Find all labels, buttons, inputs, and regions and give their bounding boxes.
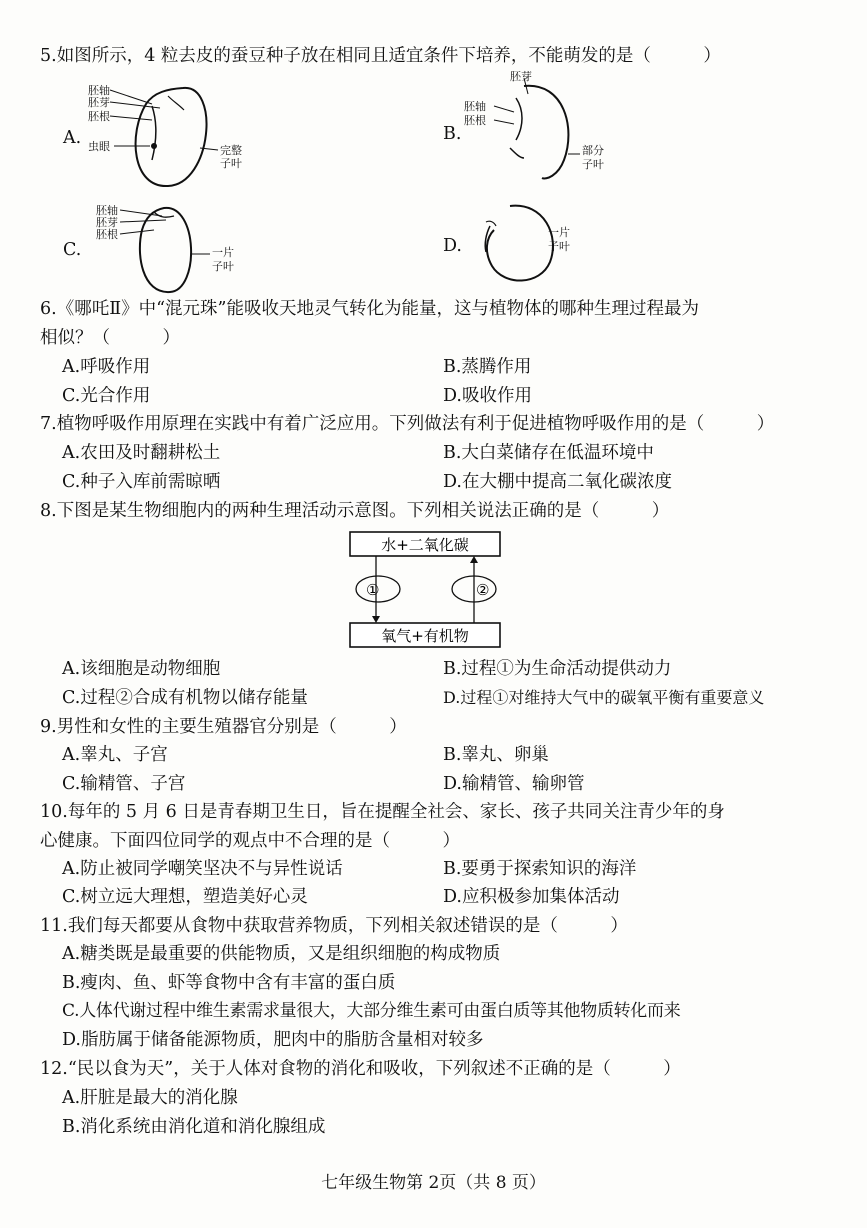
q10-option-a[interactable]: A.防止被同学嘲笑坚决不与异性说话 (62, 859, 343, 879)
q8-option-d[interactable]: D.过程①对维持大气中的碳氧平衡有重要意义 (443, 688, 765, 707)
page-footer: 七年级生物第 2页（共 8 页） (321, 1173, 546, 1193)
q5-seed-b-figure (464, 68, 644, 188)
q11-option-b[interactable]: B.瘦肉、鱼、虾等食物中含有丰富的蛋白质 (62, 973, 396, 993)
q9-option-b[interactable]: B.睾丸、卵巢 (443, 745, 549, 765)
q6-stem-line2: 相似？（ ） (40, 328, 180, 348)
q7-option-a[interactable]: A.农田及时翻耕松土 (62, 443, 221, 463)
label-cotyledon: 子叶 (582, 158, 604, 171)
q7-option-b[interactable]: B.大白菜储存在低温环境中 (443, 443, 654, 463)
label-radicle: 胚根 (96, 228, 118, 241)
q5-seed-a-figure (88, 74, 288, 194)
q5-stem: 5.如图所示，4 粒去皮的蚕豆种子放在相同且适宜条件下培养，不能萌发的是（ ） (40, 46, 721, 66)
q11-stem: 11.我们每天都要从食物中获取营养物质，下列相关叙述错误的是（ ） (40, 916, 628, 936)
q6-option-d[interactable]: D.吸收作用 (443, 386, 532, 406)
label-insect-hole: 虫眼 (88, 140, 110, 153)
q8-option-c[interactable]: C.过程②合成有机物以储存能量 (62, 688, 308, 708)
q6-option-c[interactable]: C.光合作用 (62, 386, 151, 406)
q5-seed-c-figure (92, 194, 292, 304)
label-one-piece: 一片 (212, 246, 234, 259)
label-plumule: 胚芽 (510, 70, 532, 83)
label-cotyledon: 子叶 (212, 260, 234, 273)
q8-process-diagram (348, 530, 518, 654)
label-cotyledon: 子叶 (548, 240, 570, 253)
q6-option-b[interactable]: B.蒸腾作用 (443, 357, 532, 377)
label-one-piece: 一片 (548, 226, 570, 239)
label-radicle: 胚根 (88, 110, 110, 123)
q9-option-c[interactable]: C.输精管、子宫 (62, 774, 186, 794)
label-hypocotyl: 胚轴 (464, 100, 486, 113)
q8-option-a[interactable]: A.该细胞是动物细胞 (62, 659, 221, 679)
q5-seed-d-figure (464, 196, 634, 296)
label-cotyledon: 子叶 (220, 157, 242, 170)
label-hypocotyl: 胚轴 (96, 204, 118, 217)
q9-stem: 9.男性和女性的主要生殖器官分别是（ ） (40, 717, 407, 737)
q6-stem-line1: 6.《哪吒Ⅱ》中“混元珠”能吸收天地灵气转化为能量，这与植物体的哪种生理过程最为 (40, 299, 699, 319)
q12-option-b[interactable]: B.消化系统由消化道和消化腺组成 (62, 1117, 326, 1137)
label-intact: 完整 (220, 144, 242, 157)
diagram-bottom-box-text: 氧气+有机物 (381, 627, 469, 645)
q11-option-d[interactable]: D.脂肪属于储备能源物质，肥肉中的脂肪含量相对较多 (62, 1030, 484, 1050)
q6-option-a[interactable]: A.呼吸作用 (62, 357, 151, 377)
q11-option-a[interactable]: A.糖类既是最重要的供能物质，又是组织细胞的构成物质 (62, 944, 501, 964)
q7-stem: 7.植物呼吸作用原理在实践中有着广泛应用。下列做法有利于促进植物呼吸作用的是（ ） (40, 414, 775, 434)
label-hypocotyl: 胚轴 (88, 84, 110, 97)
process-1-label: ① (366, 581, 380, 599)
q9-option-d[interactable]: D.输精管、输卵管 (443, 774, 585, 794)
q10-stem-line2: 心健康。下面四位同学的观点中不合理的是（ ） (40, 831, 460, 851)
q8-option-b[interactable]: B.过程①为生命活动提供动力 (443, 659, 672, 679)
label-partial: 部分 (582, 144, 604, 157)
q7-option-c[interactable]: C.种子入库前需晾晒 (62, 472, 221, 492)
q7-option-d[interactable]: D.在大棚中提高二氧化碳浓度 (443, 472, 672, 492)
process-2-label: ② (476, 581, 490, 599)
q12-stem: 12.“民以食为天”，关于人体对食物的消化和吸收，下列叙述不正确的是（ ） (40, 1059, 681, 1079)
q5-option-a-letter[interactable]: A. (63, 128, 82, 148)
q5-option-d-letter[interactable]: D. (443, 236, 462, 256)
q10-option-c[interactable]: C.树立远大理想，塑造美好心灵 (62, 887, 308, 907)
label-radicle: 胚根 (464, 114, 486, 127)
q10-option-b[interactable]: B.要勇于探索知识的海洋 (443, 859, 637, 879)
q8-stem: 8.下图是某生物细胞内的两种生理活动示意图。下列相关说法正确的是（ ） (40, 501, 670, 521)
q10-option-d[interactable]: D.应积极参加集体活动 (443, 887, 620, 907)
diagram-top-box-text: 水+二氧化碳 (381, 536, 469, 554)
q10-stem-line1: 10.每年的 5 月 6 日是青春期卫生日，旨在提醒全社会、家长、孩子共同关注青少年的身 (40, 802, 725, 822)
q12-option-a[interactable]: A.肝脏是最大的消化腺 (62, 1088, 238, 1108)
label-plumule: 胚芽 (88, 96, 110, 109)
q11-option-c[interactable]: C.人体代谢过程中维生素需求量很大，大部分维生素可由蛋白质等其他物质转化而来 (62, 1001, 681, 1021)
q5-option-c-letter[interactable]: C. (63, 240, 82, 260)
q5-option-b-letter[interactable]: B. (443, 124, 462, 144)
q9-option-a[interactable]: A.睾丸、子宫 (62, 745, 168, 765)
label-plumule: 胚芽 (96, 216, 118, 229)
